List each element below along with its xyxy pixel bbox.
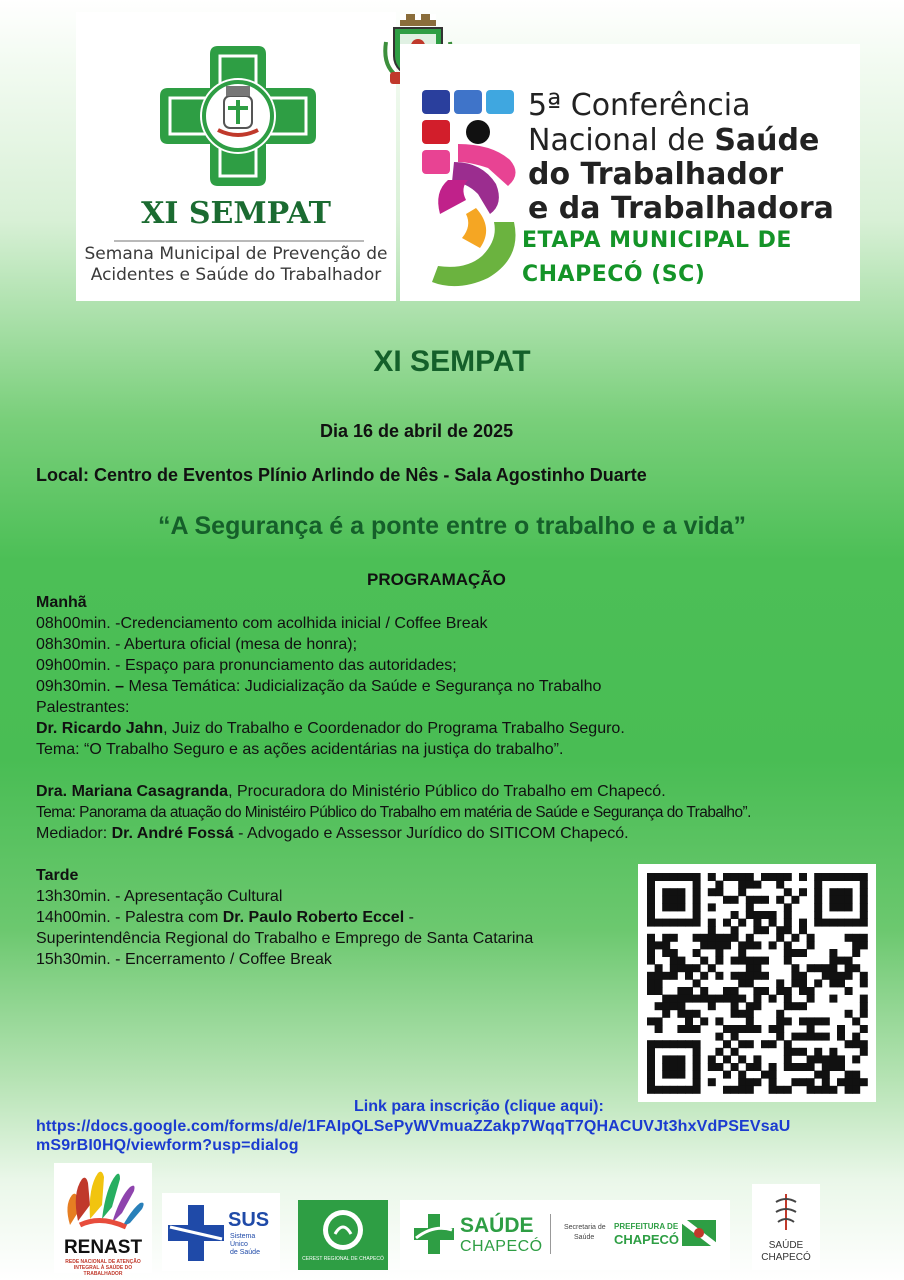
speaker-ricardo-name: Dr. Ricardo Jahn <box>36 720 164 737</box>
mediador-name: Dr. André Fossá <box>111 825 234 842</box>
sempat-logo-title: XI SEMPAT <box>141 196 331 231</box>
speaker-ricardo-tema: Tema: “O Trabalho Seguro e as ações acidentárias na justiça do trabalho”. <box>36 741 564 758</box>
manha-item-1: 08h00min. -Credenciamento com acolhida inicial / Coffee Break <box>36 615 488 632</box>
programacao-heading: PROGRAMAÇÃO <box>367 570 506 589</box>
tarde-item-2-dash: - <box>404 909 414 926</box>
event-date: Dia 16 de abril de 2025 <box>320 421 514 441</box>
tarde-item-2-name: Dr. Paulo Roberto Eccel <box>222 909 405 926</box>
speaker-mariana <box>36 783 666 801</box>
prefeitura-line-1: PREFEITURA DE <box>614 1222 679 1231</box>
renast-name: RENAST <box>63 1237 143 1258</box>
stage-line-1: ETAPA MUNICIPAL DE <box>522 228 792 253</box>
saude-chapeco-line-2: CHAPECÓ <box>460 1238 543 1255</box>
registration-link-line-2[interactable]: mS9rBI0HQ/viewform?usp=dialog <box>36 1137 299 1154</box>
speaker-mariana-role: , Procuradora do Ministério Público do Trabalho em Chapecó. <box>228 783 666 800</box>
manha-item-4 <box>36 678 601 696</box>
event-location: Local: Centro de Eventos Plínio Arlindo de Nês - Sala Agostinho Duarte <box>36 465 647 485</box>
conference-line-4: e da Trabalhadora <box>528 191 834 226</box>
manha-label: Manhã <box>36 594 87 611</box>
sempat-logo-subtitle-2: Acidentes e Saúde do Trabalhador <box>90 265 382 285</box>
manha-item-4-time: 09h30min. <box>36 678 116 695</box>
sus-name: SUS <box>228 1209 270 1231</box>
tarde-item-1: 13h30min. - Apresentação Cultural <box>36 888 283 905</box>
cerest-label: CEREST REGIONAL DE CHAPECÓ <box>302 1256 384 1262</box>
stage-line-2: CHAPECÓ (SC) <box>522 262 706 287</box>
green-cross-emblem <box>160 46 316 186</box>
cerest-logo <box>298 1200 388 1270</box>
sus-sub-3: de Saúde <box>230 1249 260 1256</box>
conference-line-2-bold: Saúde <box>714 123 820 158</box>
mediador-role: - Advogado e Assessor Jurídico do SITICOM Chapecó. <box>233 825 629 842</box>
saude-chapeco-small-logo <box>752 1184 820 1270</box>
conference-line-2-regular: Nacional de <box>528 123 715 158</box>
sempat-logo-card <box>76 12 396 301</box>
manha-item-2: 08h30min. - Abertura oficial (mesa de honra); <box>36 636 358 653</box>
renast-hands-icon <box>60 1165 146 1237</box>
tarde-label: Tarde <box>36 867 79 884</box>
small-logo-line-1: SAÚDE <box>768 1240 804 1251</box>
speaker-ricardo <box>36 720 625 738</box>
prefeitura-line-2: CHAPECÓ <box>614 1232 680 1247</box>
conference-line-1: 5ª Conferência <box>528 88 751 123</box>
tarde-item-4: 15h30min. - Encerramento / Coffee Break <box>36 951 332 968</box>
cerest-circle-icon <box>321 1208 365 1252</box>
renast-tagline-1: REDE NACIONAL DE ATENÇÃO <box>65 1259 141 1265</box>
conference-emblem <box>418 88 522 288</box>
saude-cross-icon <box>414 1214 454 1254</box>
speaker-ricardo-role: , Juiz do Trabalho e Coordenador do Programa Trabalho Seguro. <box>163 720 625 737</box>
conference-line-2 <box>528 122 819 159</box>
prefeitura-divider <box>550 1214 551 1254</box>
manha-item-4-dash: – <box>115 678 129 695</box>
saude-prefeitura-logo <box>400 1200 730 1270</box>
tarde-item-2-text: 14h00min. - Palestra com <box>36 909 223 926</box>
chapeco-flag-icon <box>682 1220 716 1246</box>
mediador <box>36 825 629 843</box>
manha-palestrantes: Palestrantes: <box>36 699 130 716</box>
manha-item-4-text: Mesa Temática: Judicialização da Saúde e Segurança no Trabalho <box>128 678 602 695</box>
health-figure-icon <box>770 1192 802 1232</box>
sus-sub-1: Sistema <box>230 1233 256 1240</box>
sempat-logo-subtitle-1: Semana Municipal de Prevenção de <box>84 244 388 264</box>
registration-heading: Link para inscrição (clique aqui): <box>354 1098 604 1115</box>
sus-logo <box>162 1193 280 1271</box>
event-motto: “A Segurança é a ponte entre o trabalho e a vida” <box>157 512 747 540</box>
secretaria-line-2: Saúde <box>574 1234 595 1241</box>
qr-code-pattern <box>638 864 876 1102</box>
speaker-mariana-tema: Tema: Panorama da atuação do Ministéiro Público do Trabalho em matéria de Saúde e Segurança do Trabalho”. <box>36 804 751 821</box>
conference-line-3: do Trabalhador <box>528 157 784 192</box>
small-logo-line-2: CHAPECÓ <box>761 1252 811 1263</box>
conference-logo-card <box>400 44 860 301</box>
secretaria-line-1: Secretaria de <box>564 1224 606 1231</box>
tarde-item-2 <box>36 909 414 927</box>
manha-item-3: 09h00min. - Espaço para pronunciamento das autoridades; <box>36 657 457 674</box>
renast-tagline-2: INTEGRAL À SAÚDE DO TRABALHADOR <box>73 1265 133 1277</box>
saude-chapeco-line-1: SAÚDE <box>460 1214 534 1237</box>
sus-cross-icon <box>168 1205 224 1261</box>
tarde-item-3: Superintendência Regional do Trabalho e Emprego de Santa Catarina <box>36 930 534 947</box>
mediador-label: Mediador: <box>36 825 112 842</box>
sempat-logo-divider <box>114 240 364 242</box>
registration-link-line-1[interactable]: https://docs.google.com/forms/d/e/1FAIpQLSePyWVmuaZZakp7WqqT7QHACUVJt3hxVdPSEVsaU <box>36 1118 791 1135</box>
event-title: XI SEMPAT <box>373 345 531 378</box>
qr-code[interactable] <box>638 864 876 1102</box>
renast-logo <box>54 1163 152 1277</box>
sus-sub-2: Único <box>230 1241 248 1248</box>
speaker-mariana-name: Dra. Mariana Casagranda <box>36 783 229 800</box>
